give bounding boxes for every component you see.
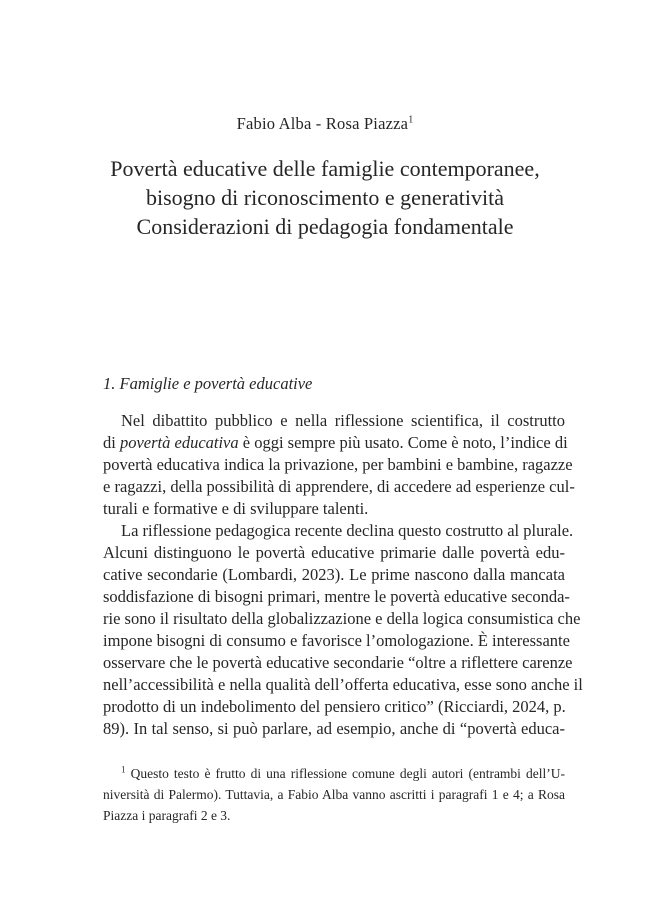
footnote-line-2: niversità di Palermo). Tuttavia, a Fabio Alba vanno ascritti i paragrafi 1 e 4; a Rosa bbox=[103, 787, 565, 802]
paragraph-2-line-8: nell’accessibilità e nella qualità dell’offerta educativa, esse sono anche il bbox=[103, 675, 583, 694]
paragraph-2-line-1: La riflessione pedagogica recente declina questo costrutto al plurale. bbox=[121, 521, 574, 540]
paragraph-1-line-3: povertà educativa indica la privazione, per bambini e bambine, ragazze bbox=[103, 455, 573, 474]
paragraph-2-line-5: rie sono il risultato della globalizzazione e della logica consumistica che bbox=[103, 609, 581, 628]
line-2-prefix: di bbox=[103, 433, 120, 452]
chapter-title bbox=[60, 154, 590, 241]
title-line-2: bisogno di riconoscimento e generatività bbox=[145, 185, 504, 210]
paragraph-1-line-5: turali e formative e di sviluppare talenti. bbox=[103, 499, 369, 518]
title-line-3: Considerazioni di pedagogia fondamentale bbox=[136, 214, 514, 239]
paragraph-1-line-2 bbox=[103, 432, 568, 454]
author-names: Fabio Alba - Rosa Piazza bbox=[236, 114, 409, 133]
paragraph-2-line-6: impone bisogni di consumo e favorisce l’omologazione. È interessante bbox=[103, 631, 570, 650]
paragraph-2-line-4: soddisfazione di bisogni primari, mentre le povertà educative seconda- bbox=[103, 587, 570, 606]
paragraph-1-line-4: e ragazzi, della possibilità di apprendere, di accedere ad esperienze cul- bbox=[103, 477, 575, 496]
section-heading: 1. Famiglie e povertà educative bbox=[103, 374, 313, 393]
footnote bbox=[103, 763, 565, 826]
paragraph-2-line-10: 89). In tal senso, si può parlare, ad esempio, anche di “povertà educa- bbox=[103, 719, 565, 738]
paragraph-2-line-2: Alcuni distinguono le povertà educative primarie dalle povertà edu- bbox=[103, 543, 565, 562]
line-2-suffix: è oggi sempre più usato. Come è noto, l’indice di bbox=[238, 433, 568, 452]
title-line-1: Povertà educative delle famiglie contemporanee, bbox=[110, 156, 540, 181]
paragraph-2-line-9: prodotto di un indebolimento del pensiero critico” (Ricciardi, 2024, p. bbox=[103, 697, 566, 716]
footnote-marker: 1 bbox=[121, 764, 126, 775]
italic-term: povertà educativa bbox=[119, 433, 239, 452]
authors-line bbox=[0, 114, 650, 134]
footnote-line-1 bbox=[103, 763, 565, 784]
body-text bbox=[103, 410, 583, 740]
footnote-reference[interactable]: 1 bbox=[408, 114, 414, 126]
footnote-line-3: Piazza i paragrafi 2 e 3. bbox=[103, 808, 231, 823]
paragraph-2-line-3: cative secondarie (Lombardi, 2023). Le prime nascono dalla mancata bbox=[103, 565, 565, 584]
footnote-line-1-text: Questo testo è frutto di una riflessione comune degli autori (entrambi dell’U- bbox=[125, 766, 565, 781]
paragraph-2-line-7: osservare che le povertà educative secondarie “oltre a riflettere carenze bbox=[103, 653, 573, 672]
paragraph-1-line-1: Nel dibattito pubblico e nella riflessione scientifica, il costrutto bbox=[121, 411, 565, 430]
